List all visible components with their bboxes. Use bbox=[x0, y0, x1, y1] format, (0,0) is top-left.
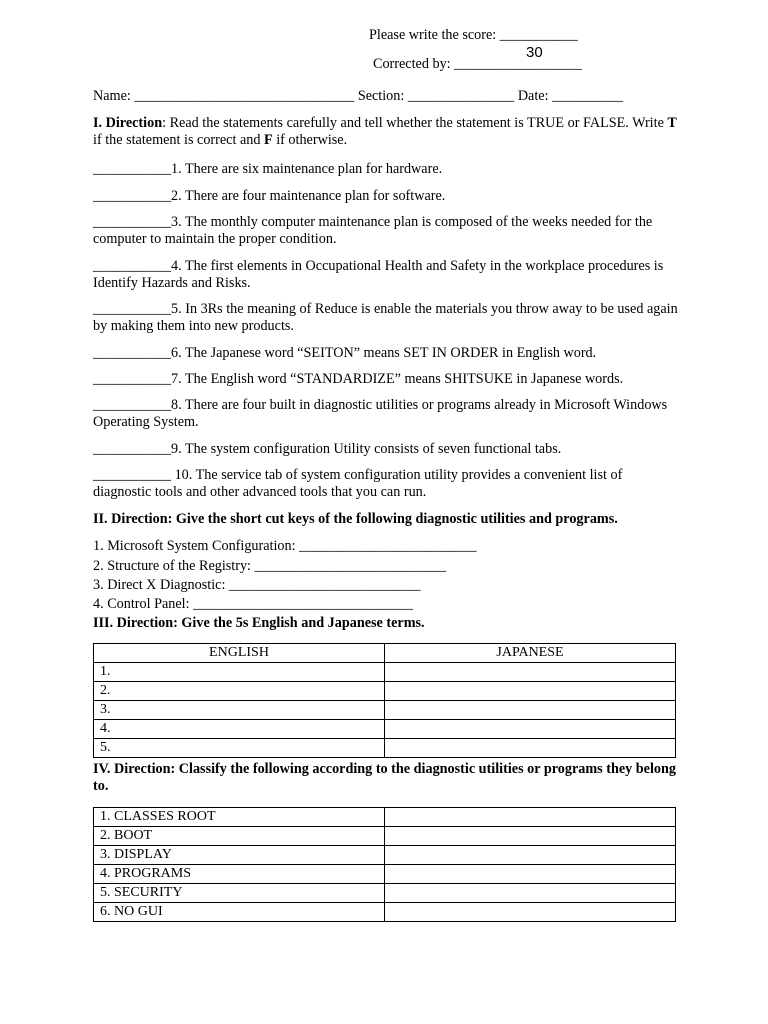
japanese-column-header: JAPANESE bbox=[385, 644, 676, 663]
table-row bbox=[94, 701, 676, 720]
part1-direction bbox=[93, 115, 683, 149]
answer-cell bbox=[385, 720, 676, 739]
shortcut-item: 2. Structure of the Registry: ___________________________ bbox=[93, 558, 447, 574]
part1-direction-text-a: : Read the statements carefully and tell whether the statement is TRUE or FALSE. Write bbox=[162, 115, 668, 131]
row-number: 2. bbox=[94, 682, 385, 701]
shortcut-item: 3. Direct X Diagnostic: ___________________________ bbox=[93, 577, 421, 593]
true-letter: T bbox=[667, 115, 677, 131]
table-row bbox=[94, 663, 676, 682]
answer-cell bbox=[385, 739, 676, 758]
table-header-row bbox=[94, 644, 676, 663]
answer-cell bbox=[385, 663, 676, 682]
part1-direction-text-b: if the statement is correct and bbox=[93, 132, 264, 148]
table-row bbox=[94, 739, 676, 758]
corrected-by-label: Corrected by: __________________ bbox=[373, 56, 582, 72]
tf-item: ___________6. The Japanese word “SEITON” means SET IN ORDER in English word. bbox=[93, 345, 597, 361]
tf-item: ___________1. There are six maintenance plan for hardware. bbox=[93, 161, 443, 177]
answer-cell bbox=[385, 903, 676, 922]
fives-terms-table bbox=[93, 643, 676, 758]
classify-item: 6. NO GUI bbox=[94, 903, 385, 922]
table-row bbox=[94, 682, 676, 701]
part3-direction: III. Direction: Give the 5s English and Japanese terms. bbox=[93, 615, 425, 631]
answer-cell bbox=[385, 865, 676, 884]
classify-item: 5. SECURITY bbox=[94, 884, 385, 903]
tf-item: ___________ 10. The service tab of system configuration utility provides a convenient list of diagnostic tools and other advanced tools that you can run. bbox=[93, 467, 623, 500]
part4-direction: IV. Direction: Classify the following according to the diagnostic utilities or programs they belong to. bbox=[93, 761, 676, 794]
false-letter: F bbox=[263, 132, 273, 148]
classify-item: 1. CLASSES ROOT bbox=[94, 808, 385, 827]
score-value: 30 bbox=[526, 44, 543, 61]
part2-direction: II. Direction: Give the short cut keys of the following diagnostic utilities and programs. bbox=[93, 511, 618, 527]
table-row bbox=[94, 808, 676, 827]
part1-direction-text-c: if otherwise. bbox=[272, 132, 348, 148]
classify-table bbox=[93, 807, 676, 922]
table-row bbox=[94, 720, 676, 739]
shortcut-item: 1. Microsoft System Configuration: _________________________ bbox=[93, 538, 477, 554]
table-row bbox=[94, 827, 676, 846]
table-row bbox=[94, 884, 676, 903]
table-row bbox=[94, 903, 676, 922]
row-number: 5. bbox=[94, 739, 385, 758]
tf-item: ___________9. The system configuration Utility consists of seven functional tabs. bbox=[93, 441, 562, 457]
tf-item: ___________2. There are four maintenance plan for software. bbox=[93, 188, 446, 204]
row-number: 4. bbox=[94, 720, 385, 739]
classify-item: 2. BOOT bbox=[94, 827, 385, 846]
score-label: Please write the score: ___________ bbox=[369, 27, 578, 43]
tf-item: ___________8. There are four built in diagnostic utilities or programs already in Microsoft Windows Operating System. bbox=[93, 397, 668, 430]
answer-cell bbox=[385, 701, 676, 720]
answer-cell bbox=[385, 827, 676, 846]
tf-item: ___________5. In 3Rs the meaning of Reduce is enable the materials you throw away to be used again by making them into new products. bbox=[93, 301, 678, 334]
row-number: 1. bbox=[94, 663, 385, 682]
answer-cell bbox=[385, 682, 676, 701]
table-row bbox=[94, 846, 676, 865]
row-number: 3. bbox=[94, 701, 385, 720]
english-column-header: ENGLISH bbox=[94, 644, 385, 663]
answer-cell bbox=[385, 846, 676, 865]
part1-direction-label: I. Direction bbox=[93, 115, 163, 131]
classify-item: 4. PROGRAMS bbox=[94, 865, 385, 884]
classify-item: 3. DISPLAY bbox=[94, 846, 385, 865]
shortcut-item: 4. Control Panel: _______________________________ bbox=[93, 596, 414, 612]
answer-cell bbox=[385, 808, 676, 827]
table-row bbox=[94, 865, 676, 884]
tf-item: ___________7. The English word “STANDARDIZE” means SHITSUKE in Japanese words. bbox=[93, 371, 624, 387]
name-section-date-line: Name: _______________________________ Section: _______________ Date: __________ bbox=[93, 88, 624, 104]
tf-item: ___________3. The monthly computer maintenance plan is composed of the weeks needed for the computer to maintain the proper condition. bbox=[93, 214, 653, 247]
tf-item: ___________4. The first elements in Occupational Health and Safety in the workplace procedures is Identify Hazards and Risks. bbox=[93, 258, 664, 291]
answer-cell bbox=[385, 884, 676, 903]
